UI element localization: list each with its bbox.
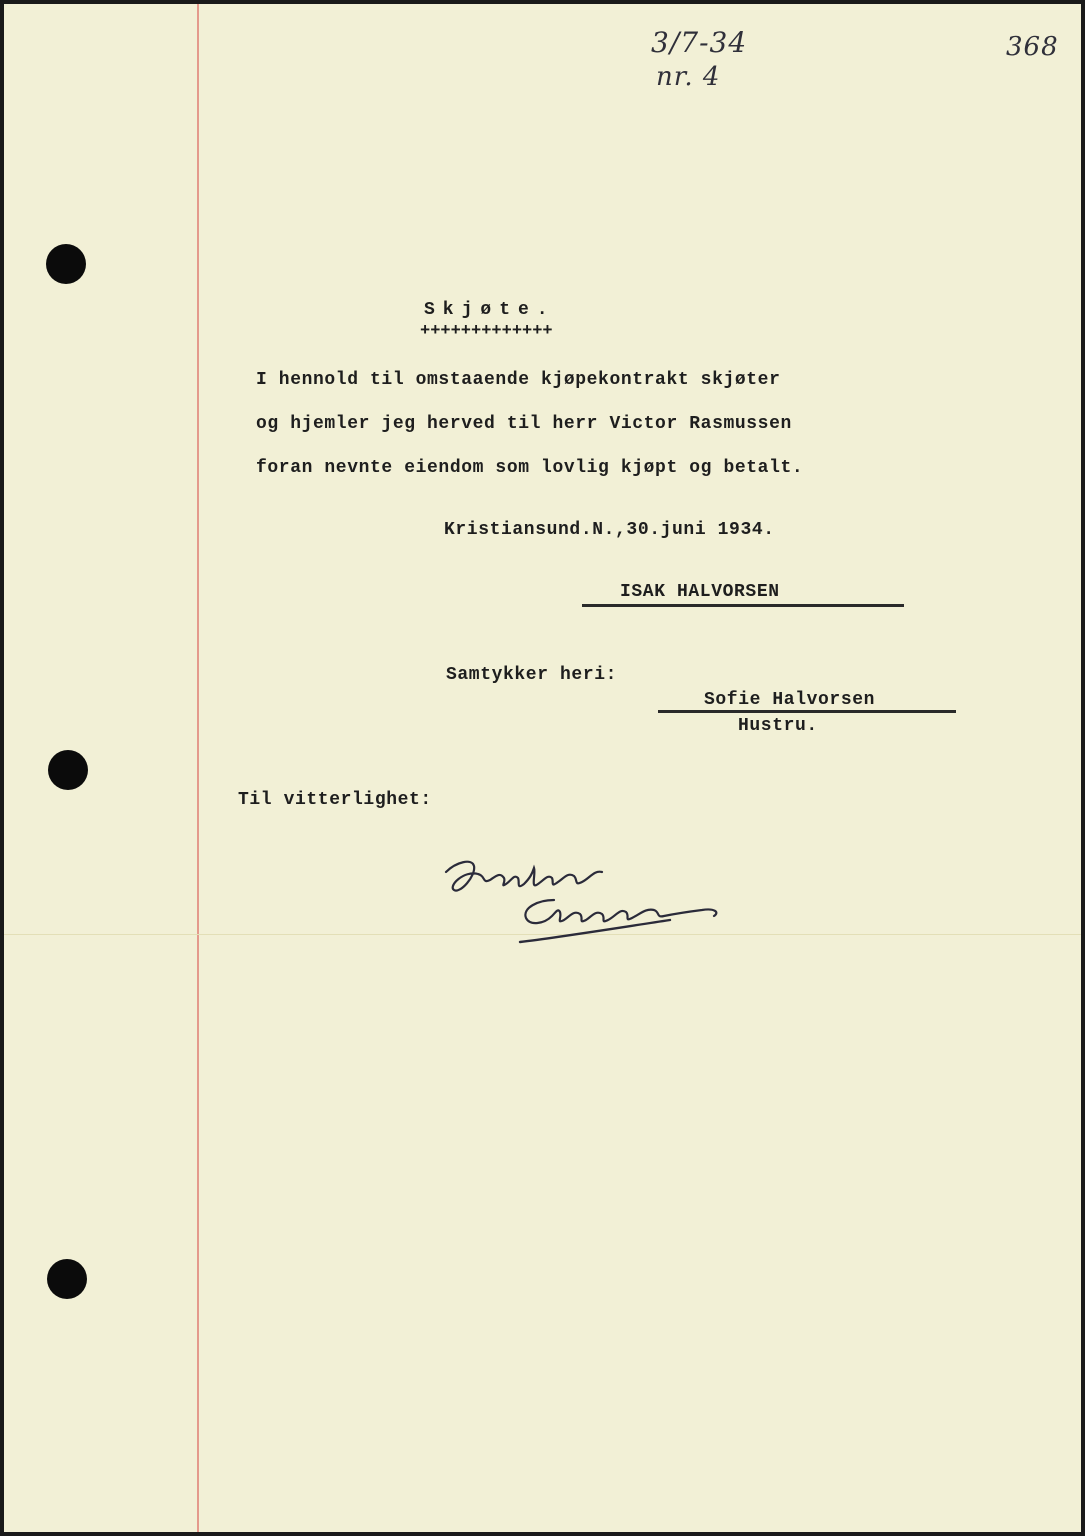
witness-label: Til vitterlighet: bbox=[238, 790, 432, 810]
consent-role: Hustru. bbox=[738, 716, 818, 736]
margin-rule bbox=[197, 4, 199, 1532]
consent-label: Samtykker heri: bbox=[446, 665, 618, 685]
number-note: nr. 4 bbox=[656, 62, 721, 92]
punch-hole-top bbox=[46, 244, 86, 284]
date-note: 3/7-34 bbox=[651, 26, 748, 59]
body-line-2: og hjemler jeg herved til herr Victor Rasmussen bbox=[256, 414, 792, 434]
body-line-3: foran nevnte eiendom som lovlig kjøpt og betalt. bbox=[256, 458, 804, 478]
document-page bbox=[4, 4, 1081, 1532]
consent-underline bbox=[658, 710, 956, 713]
consent-name: Sofie Halvorsen bbox=[704, 690, 876, 710]
document-title: Skjøte. bbox=[424, 300, 556, 320]
body-line-1: I hennold til omstaaende kjøpekontrakt skjøter bbox=[256, 370, 781, 390]
signatory-underline bbox=[582, 604, 904, 607]
witness-signature bbox=[434, 844, 734, 954]
title-decoration: +++++++++++++ bbox=[420, 322, 553, 341]
place-date: Kristiansund.N.,30.juni 1934. bbox=[444, 520, 775, 540]
punch-hole-bottom bbox=[47, 1259, 87, 1299]
signatory-name: ISAK HALVORSEN bbox=[620, 582, 780, 602]
punch-hole-middle bbox=[48, 750, 88, 790]
page-number: 368 bbox=[1006, 32, 1059, 62]
